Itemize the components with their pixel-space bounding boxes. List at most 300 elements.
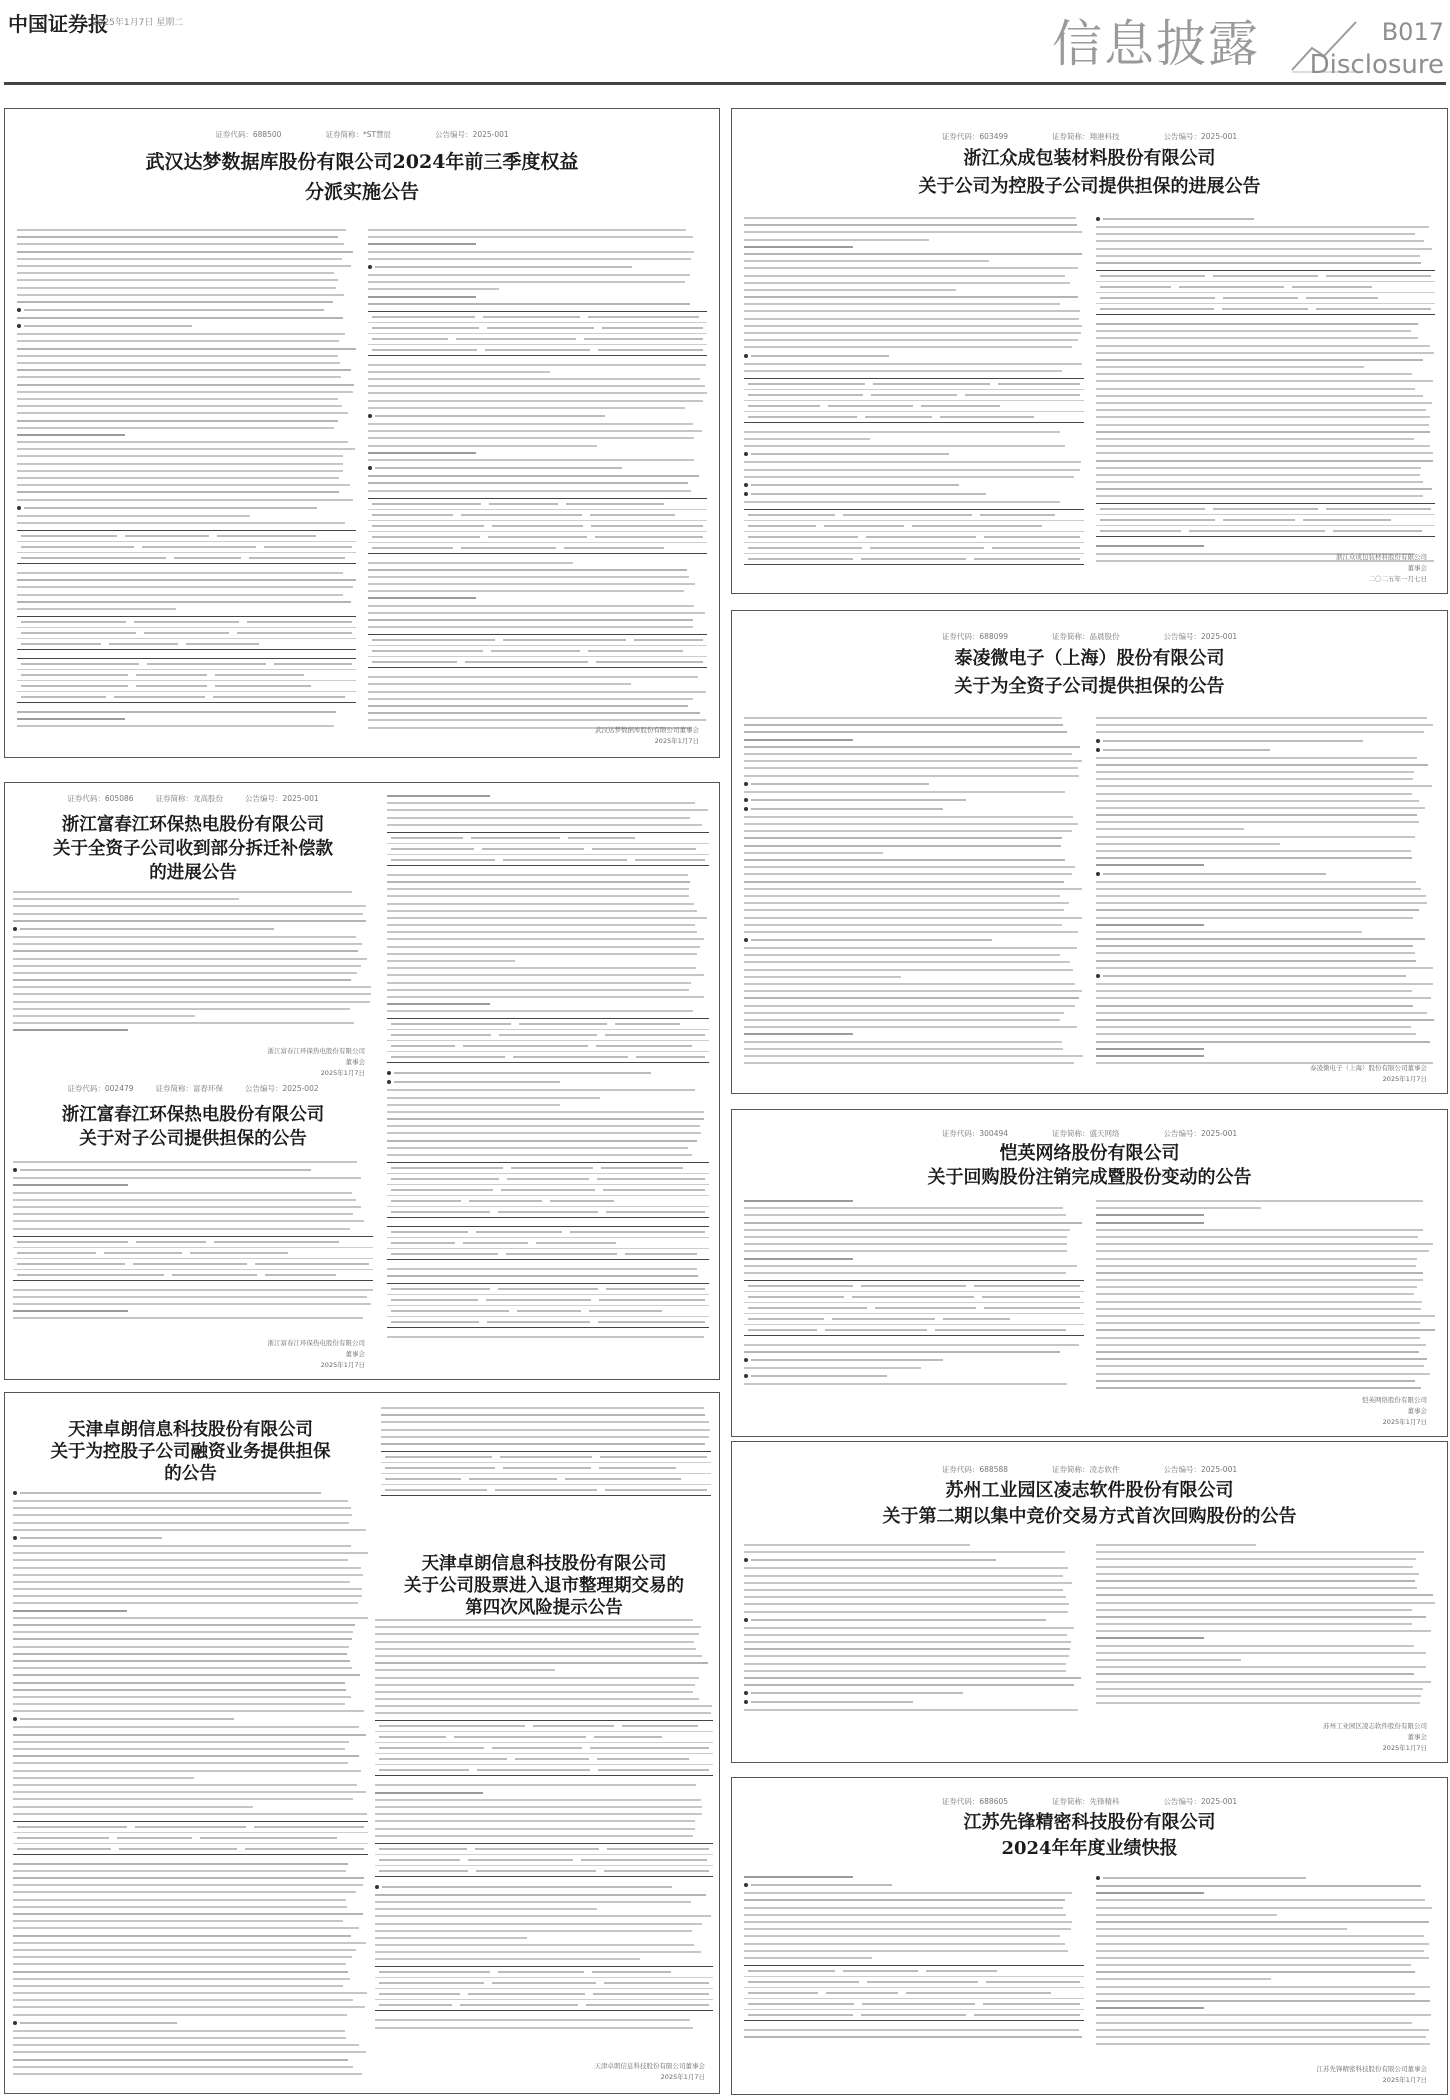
data-table xyxy=(1096,270,1436,315)
text-line xyxy=(375,1901,691,1903)
text-line xyxy=(13,1507,351,1509)
signature-line: 苏州工业园区凌志软件股份有限公司 xyxy=(1323,1722,1427,1730)
table-row xyxy=(368,657,707,667)
table-row xyxy=(744,1303,1084,1314)
announcement-box xyxy=(4,108,720,758)
bullet-item xyxy=(387,1080,709,1084)
text-column xyxy=(387,795,709,1371)
stock-code-item: 证券简称：先锋精科 xyxy=(1052,1797,1120,1806)
text-line xyxy=(1096,545,1205,547)
data-table xyxy=(387,1018,709,1063)
text-line xyxy=(387,1132,701,1134)
text-line xyxy=(744,363,1082,365)
text-column xyxy=(368,229,707,745)
text-line xyxy=(387,795,490,797)
stock-code-item: 证券简称：翔港科技 xyxy=(1052,132,1120,141)
table-row xyxy=(17,553,356,563)
table-row xyxy=(744,1988,1084,1999)
text-line xyxy=(13,1631,353,1633)
text-line xyxy=(1096,1630,1431,1632)
signature-line: 2025年1月7日 xyxy=(1382,1418,1427,1426)
newspaper-brand: 中国证券报 xyxy=(8,12,108,36)
text-line xyxy=(17,491,339,493)
text-line xyxy=(17,711,336,713)
text-line xyxy=(1096,1935,1424,1937)
text-line xyxy=(1096,1055,1205,1057)
text-column xyxy=(1096,217,1436,577)
text-line xyxy=(744,746,1080,748)
announcement-zhongcheng xyxy=(744,131,1435,587)
stock-code-line xyxy=(744,131,1435,143)
masthead xyxy=(0,0,1450,84)
announcement-title xyxy=(13,1103,373,1151)
table-row xyxy=(368,521,707,532)
table-row xyxy=(17,628,356,639)
text-line xyxy=(1096,1637,1205,1639)
text-line xyxy=(368,569,687,571)
text-line xyxy=(13,2030,345,2032)
text-line xyxy=(744,370,1062,372)
text-line xyxy=(13,1891,356,1893)
text-line xyxy=(368,229,686,231)
bullet-item xyxy=(744,354,1084,358)
title-line: 浙江富春江环保热电股份有限公司 xyxy=(61,1105,325,1125)
text-line xyxy=(17,243,344,245)
text-line xyxy=(1096,1308,1421,1310)
text-line xyxy=(17,515,250,517)
text-line xyxy=(1096,793,1412,795)
text-line xyxy=(1096,373,1412,375)
title-line: 2024年年度业绩快报 xyxy=(1001,1838,1178,1859)
table-row xyxy=(17,617,356,628)
text-line xyxy=(744,1876,853,1878)
text-line xyxy=(744,1943,1065,1945)
text-line xyxy=(1096,1351,1420,1353)
announcement-title xyxy=(13,1419,368,1485)
text-line xyxy=(13,1777,194,1779)
text-line xyxy=(13,1008,350,1010)
signature-line: 2025年1月7日 xyxy=(660,2073,705,2081)
text-line xyxy=(1096,778,1413,780)
text-line xyxy=(13,1588,362,1590)
text-line xyxy=(13,1726,359,1728)
text-line xyxy=(387,996,704,998)
table-row xyxy=(1096,293,1436,304)
bullet-item xyxy=(17,308,356,312)
text-line xyxy=(744,253,1082,255)
table-row xyxy=(375,1978,713,1989)
table-row xyxy=(13,1259,373,1270)
announcement-box xyxy=(731,1777,1448,2095)
text-line xyxy=(1096,902,1427,904)
text-line xyxy=(13,1806,253,1808)
text-line xyxy=(13,1667,352,1669)
text-line xyxy=(1096,1229,1424,1231)
text-line xyxy=(13,1682,345,1684)
text-line xyxy=(13,2037,346,2039)
table-row xyxy=(387,1185,709,1196)
announcement-zhuolang-delisting xyxy=(375,1541,713,2087)
text-line xyxy=(1096,857,1413,859)
text-line xyxy=(13,1184,128,1186)
text-line xyxy=(1096,424,1429,426)
text-line xyxy=(744,339,1078,341)
text-column xyxy=(1096,717,1436,1069)
text-line xyxy=(1096,800,1419,802)
text-line xyxy=(1096,1544,1257,1546)
title-line: 关于全资子公司收到部分拆迁补偿款 xyxy=(53,839,333,859)
text-line xyxy=(1096,1026,1412,1028)
table-row xyxy=(17,692,356,702)
text-line xyxy=(368,445,597,447)
text-line xyxy=(13,1696,351,1698)
table-row xyxy=(381,1474,711,1485)
text-column xyxy=(744,717,1084,1069)
text-line xyxy=(744,346,1072,348)
announcement-signature xyxy=(1362,1395,1427,1428)
text-line xyxy=(1096,960,1416,962)
bullet-item xyxy=(1096,872,1436,876)
signature-line: 2025年1月7日 xyxy=(1382,1075,1427,1083)
table-row xyxy=(744,1314,1084,1325)
announcement-title xyxy=(13,813,373,885)
text-line xyxy=(744,1062,1074,1064)
text-line xyxy=(368,626,693,628)
text-line xyxy=(1096,452,1433,454)
text-line xyxy=(17,355,338,357)
text-line xyxy=(13,1015,195,1017)
text-line xyxy=(744,1200,853,1202)
text-line xyxy=(13,1500,348,1502)
text-line xyxy=(1096,495,1423,497)
text-line xyxy=(1096,938,1425,940)
text-line xyxy=(375,1937,527,1939)
text-line xyxy=(17,294,344,296)
text-line xyxy=(1096,1652,1426,1654)
text-line xyxy=(17,376,341,378)
text-line xyxy=(744,924,1062,926)
text-line xyxy=(387,960,515,962)
table-row xyxy=(1096,304,1436,314)
text-line xyxy=(387,924,695,926)
text-line xyxy=(13,1755,359,1757)
text-line xyxy=(1096,1645,1415,1647)
text-line xyxy=(13,1748,345,1750)
data-table xyxy=(381,1451,711,1496)
text-line xyxy=(13,1213,353,1215)
text-line xyxy=(13,1161,357,1163)
page-number: B017 xyxy=(1381,18,1444,46)
title-line: 关于公司股票进入退市整理期交易的 xyxy=(404,1576,684,1596)
text-line xyxy=(368,423,693,425)
text-line xyxy=(1096,757,1418,759)
table-row xyxy=(375,1721,713,1732)
signature-line: 恺英网络股份有限公司 xyxy=(1362,1396,1427,1404)
text-line xyxy=(744,1265,1077,1267)
text-line xyxy=(387,817,690,819)
table-row xyxy=(387,1238,709,1249)
text-line xyxy=(17,348,356,350)
text-line xyxy=(13,1296,367,1298)
text-line xyxy=(744,888,1082,890)
announcement-signature xyxy=(1317,2064,1428,2086)
text-line xyxy=(1096,785,1432,787)
title-line: 关于对子公司提供担保的公告 xyxy=(79,1129,307,1149)
text-line xyxy=(1096,731,1425,733)
text-line xyxy=(387,802,695,804)
text-line xyxy=(13,1870,346,1872)
bullet-item xyxy=(744,452,1084,456)
text-line xyxy=(375,1705,712,1707)
text-line xyxy=(1096,1688,1423,1690)
text-line xyxy=(1096,1041,1430,1043)
text-line xyxy=(744,231,1082,233)
text-line xyxy=(13,1935,351,1937)
text-line xyxy=(17,420,338,422)
text-line xyxy=(368,683,631,685)
text-line xyxy=(13,891,352,893)
text-line xyxy=(375,1915,711,1917)
text-line xyxy=(368,482,688,484)
table-row xyxy=(368,635,707,646)
text-line xyxy=(13,1913,363,1915)
signature-line: 二〇二五年一月七日 xyxy=(1368,575,1427,583)
text-line xyxy=(744,902,1069,904)
text-line xyxy=(1096,359,1423,361)
text-line xyxy=(13,1617,368,1619)
announcement-title xyxy=(744,1142,1435,1190)
bullet-item xyxy=(744,1700,1084,1704)
text-line xyxy=(13,1581,350,1583)
table-row xyxy=(381,1463,711,1474)
text-line xyxy=(13,1529,366,1531)
text-line xyxy=(375,1677,699,1679)
text-line xyxy=(1096,431,1430,433)
text-line xyxy=(1096,1250,1429,1252)
text-line xyxy=(387,1336,704,1338)
text-line xyxy=(1096,1885,1422,1887)
table-row xyxy=(1096,271,1436,282)
text-line xyxy=(744,260,989,262)
text-line xyxy=(1096,1358,1428,1360)
text-line xyxy=(375,1698,699,1700)
text-line xyxy=(17,601,351,603)
announcement-title xyxy=(744,1810,1435,1862)
text-line xyxy=(1096,262,1422,264)
bullet-item xyxy=(744,782,1084,786)
bullet-item xyxy=(744,492,1084,496)
text-line xyxy=(375,1648,696,1650)
text-line xyxy=(1096,836,1415,838)
text-line xyxy=(1096,1365,1424,1367)
text-line xyxy=(17,522,345,524)
text-line xyxy=(744,917,1082,919)
text-line xyxy=(1096,1702,1421,1704)
text-line xyxy=(387,946,700,948)
text-line xyxy=(1096,771,1414,773)
text-line xyxy=(13,1289,373,1291)
bullet-item xyxy=(387,1071,709,1075)
text-line xyxy=(744,501,1060,503)
bullet-item xyxy=(744,798,1084,802)
text-line xyxy=(1096,1558,1416,1560)
text-line xyxy=(17,265,351,267)
table-row xyxy=(387,1030,709,1041)
text-column xyxy=(13,1161,373,1331)
bullet-item xyxy=(1096,217,1436,221)
text-line xyxy=(1096,226,1429,228)
text-line xyxy=(375,1662,708,1664)
issue-date: 2025年1月7日 星期二 xyxy=(92,18,184,28)
table-row xyxy=(744,412,1084,422)
text-line xyxy=(1096,233,1415,235)
bullet-item xyxy=(1096,974,1436,978)
text-line xyxy=(1096,1551,1424,1553)
text-line xyxy=(13,1220,364,1222)
text-line xyxy=(744,724,1063,726)
text-line xyxy=(375,1633,699,1635)
text-line xyxy=(744,823,1078,825)
table-row xyxy=(744,379,1084,390)
table-row xyxy=(17,531,356,542)
stock-code-item: 证券简称：凌志软件 xyxy=(1052,1465,1120,1474)
text-line xyxy=(1096,931,1363,933)
text-line xyxy=(13,1784,357,1786)
text-line xyxy=(368,452,476,454)
text-line xyxy=(17,279,338,281)
announcement-body xyxy=(13,1491,368,2081)
text-line xyxy=(13,1653,347,1655)
table-row xyxy=(744,1292,1084,1303)
text-line xyxy=(375,1684,695,1686)
text-line xyxy=(1096,474,1420,476)
text-line xyxy=(744,282,1070,284)
stock-code-item: 证券简称：晶晨股份 xyxy=(1052,632,1120,641)
text-line xyxy=(744,1596,1066,1598)
table-row xyxy=(368,334,707,345)
text-line xyxy=(744,1648,1070,1650)
announcement-body xyxy=(381,1407,711,1511)
text-line xyxy=(13,1317,363,1319)
text-line xyxy=(1096,1265,1416,1267)
text-line xyxy=(1096,1580,1415,1582)
announcement-body xyxy=(744,1200,1435,1396)
text-line xyxy=(368,385,705,387)
table-row xyxy=(387,1284,709,1295)
text-line xyxy=(387,1097,600,1099)
table-row xyxy=(387,1052,709,1062)
text-line xyxy=(13,1949,356,1951)
text-line xyxy=(368,296,476,298)
text-line xyxy=(1096,416,1430,418)
data-table xyxy=(13,1236,373,1281)
text-line xyxy=(13,1199,356,1201)
text-line xyxy=(17,572,343,574)
table-row xyxy=(1096,282,1436,293)
table-row xyxy=(13,1270,373,1280)
table-row xyxy=(387,1249,709,1259)
text-line xyxy=(368,364,706,366)
text-line xyxy=(17,333,345,335)
text-line xyxy=(17,301,333,303)
table-row xyxy=(744,532,1084,543)
text-line xyxy=(368,712,700,714)
stock-code-item: 公告编号：2025-001 xyxy=(1163,1129,1238,1138)
text-line xyxy=(744,1544,970,1546)
text-line xyxy=(13,965,361,967)
title-line: 江苏先锋精密科技股份有限公司 xyxy=(963,1812,1216,1833)
text-line xyxy=(1096,1566,1414,1568)
text-line xyxy=(744,760,1082,762)
table-row xyxy=(368,646,707,657)
text-line xyxy=(13,1906,347,1908)
text-line xyxy=(17,441,348,443)
text-line xyxy=(17,608,176,610)
text-line xyxy=(13,1545,351,1547)
text-line xyxy=(387,888,689,890)
text-line xyxy=(17,594,343,596)
title-line: 分派实施公告 xyxy=(304,181,419,203)
text-line xyxy=(17,384,354,386)
text-line xyxy=(17,470,343,472)
text-line xyxy=(368,619,693,621)
table-row xyxy=(13,1844,368,1854)
signature-line: 泰凌微电子（上海）股份有限公司董事会 xyxy=(1310,1064,1427,1072)
title-line: 浙江富春江环保热电股份有限公司 xyxy=(61,815,325,835)
text-line xyxy=(744,873,1072,875)
table-row xyxy=(744,1999,1084,2010)
text-line xyxy=(368,378,700,380)
text-line xyxy=(744,845,1061,847)
text-line xyxy=(1096,909,1420,911)
text-line xyxy=(375,1944,694,1946)
announcement-title xyxy=(744,1478,1435,1530)
text-line xyxy=(744,1655,1069,1657)
text-line xyxy=(375,1828,695,1830)
data-table xyxy=(1096,503,1436,537)
text-line xyxy=(381,1407,704,1409)
table-row xyxy=(368,323,707,334)
text-line xyxy=(381,1421,709,1423)
text-line xyxy=(1096,1943,1430,1945)
text-line xyxy=(1096,1971,1416,1973)
text-line xyxy=(375,1784,696,1786)
announcement-box xyxy=(731,1441,1448,1763)
text-line xyxy=(368,251,694,253)
text-line xyxy=(375,1792,483,1794)
table-row xyxy=(375,1844,713,1855)
text-line xyxy=(13,1552,368,1554)
text-line xyxy=(1096,402,1433,404)
text-line xyxy=(17,258,342,260)
text-line xyxy=(744,1663,1066,1665)
bullet-item xyxy=(17,506,356,510)
table-row xyxy=(744,401,1084,412)
text-line xyxy=(744,969,1073,971)
text-line xyxy=(1096,807,1426,809)
text-line xyxy=(744,1928,1071,1930)
text-line xyxy=(744,1207,1063,1209)
text-line xyxy=(13,1703,345,1705)
table-row xyxy=(375,1765,713,1775)
text-line xyxy=(387,931,697,933)
text-line xyxy=(744,1684,1074,1686)
text-line xyxy=(387,824,702,826)
text-line xyxy=(1096,997,1431,999)
signature-line: 浙江富春江环保热电股份有限公司 xyxy=(267,1047,365,1055)
announcement-signature xyxy=(268,1046,366,1079)
table-row xyxy=(387,1207,709,1217)
